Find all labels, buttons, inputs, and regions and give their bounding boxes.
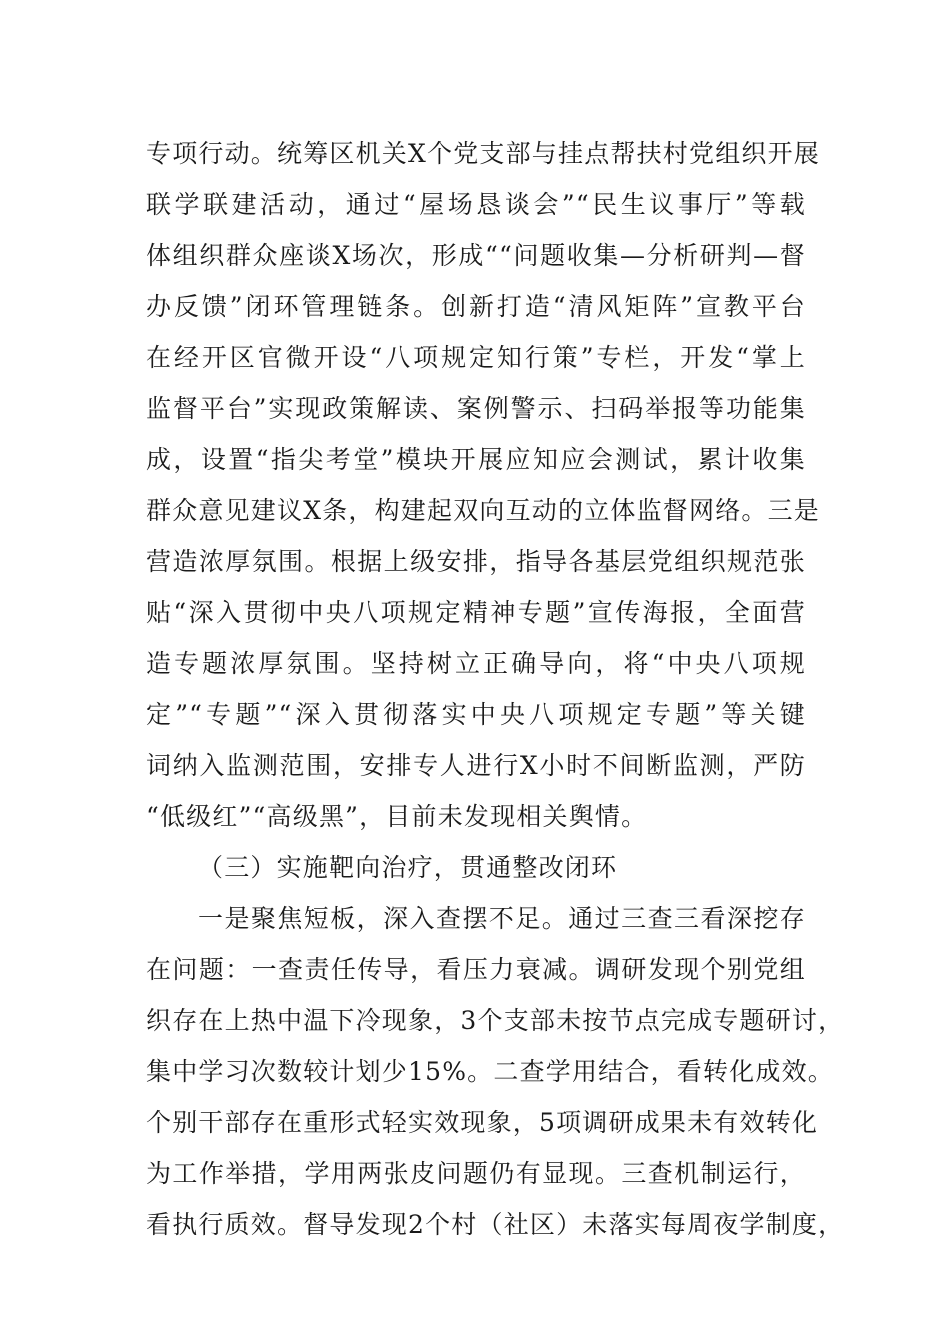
body-text-line: 成，设置“指尖考堂”模块开展应知应会测试，累计收集 [146, 445, 806, 474]
body-text-line: 体组织群众座谈X场次，形成““问题收集—分析研判—督 [146, 241, 806, 270]
body-text-line: 一是聚焦短板，深入查摆不足。通过三查三看深挖存 [198, 904, 806, 933]
body-text-line: 集中学习次数较计划少15%。二查学用结合，看转化成效。 [146, 1057, 834, 1086]
body-text-line: 营造浓厚氛围。根据上级安排，指导各基层党组织规范张 [146, 547, 806, 576]
body-text-line: 监督平台”实现政策解读、案例警示、扫码举报等功能集 [146, 394, 806, 423]
body-text-line: 定”“专题”“深入贯彻落实中央八项规定专题”等关键 [146, 700, 806, 729]
body-text-line: 为工作举措，学用两张皮问题仍有显现。三查机制运行， [146, 1159, 806, 1188]
body-text-line: 办反馈”闭环管理链条。创新打造“清风矩阵”宣教平台 [146, 292, 806, 321]
section-heading: （三）实施靶向治疗，贯通整改闭环 [198, 853, 618, 882]
body-text-line: 在问题：一查责任传导，看压力衰减。调研发现个别党组 [146, 955, 806, 984]
body-text-line: 词纳入监测范围，安排专人进行X小时不间断监测，严防 [146, 751, 806, 780]
body-text-line: 个别干部存在重形式轻实效现象，5项调研成果未有效转化 [146, 1108, 819, 1137]
body-text-line: 专项行动。统筹区机关X个党支部与挂点帮扶村党组织开展 [146, 139, 821, 168]
body-text-line: 在经开区官微开设“八项规定知行策”专栏，开发“掌上 [146, 343, 806, 372]
body-text-line: 联学联建活动，通过“屋场恳谈会”“民生议事厅”等载 [146, 190, 806, 219]
body-text-line: 织存在上热中温下冷现象，3个支部未按节点完成专题研讨， [146, 1006, 845, 1035]
body-text-line: 看执行质效。督导发现2个村（社区）未落实每周夜学制度， [146, 1210, 845, 1239]
body-text-line: 造专题浓厚氛围。坚持树立正确导向，将“中央八项规 [146, 649, 806, 678]
body-text-line: 群众意见建议X条，构建起双向互动的立体监督网络。三是 [146, 496, 821, 525]
body-text-line: “低级红”“高级黑”，目前未发现相关舆情。 [146, 802, 648, 831]
body-text-line: 贴“深入贯彻中央八项规定精神专题”宣传海报，全面营 [146, 598, 806, 627]
